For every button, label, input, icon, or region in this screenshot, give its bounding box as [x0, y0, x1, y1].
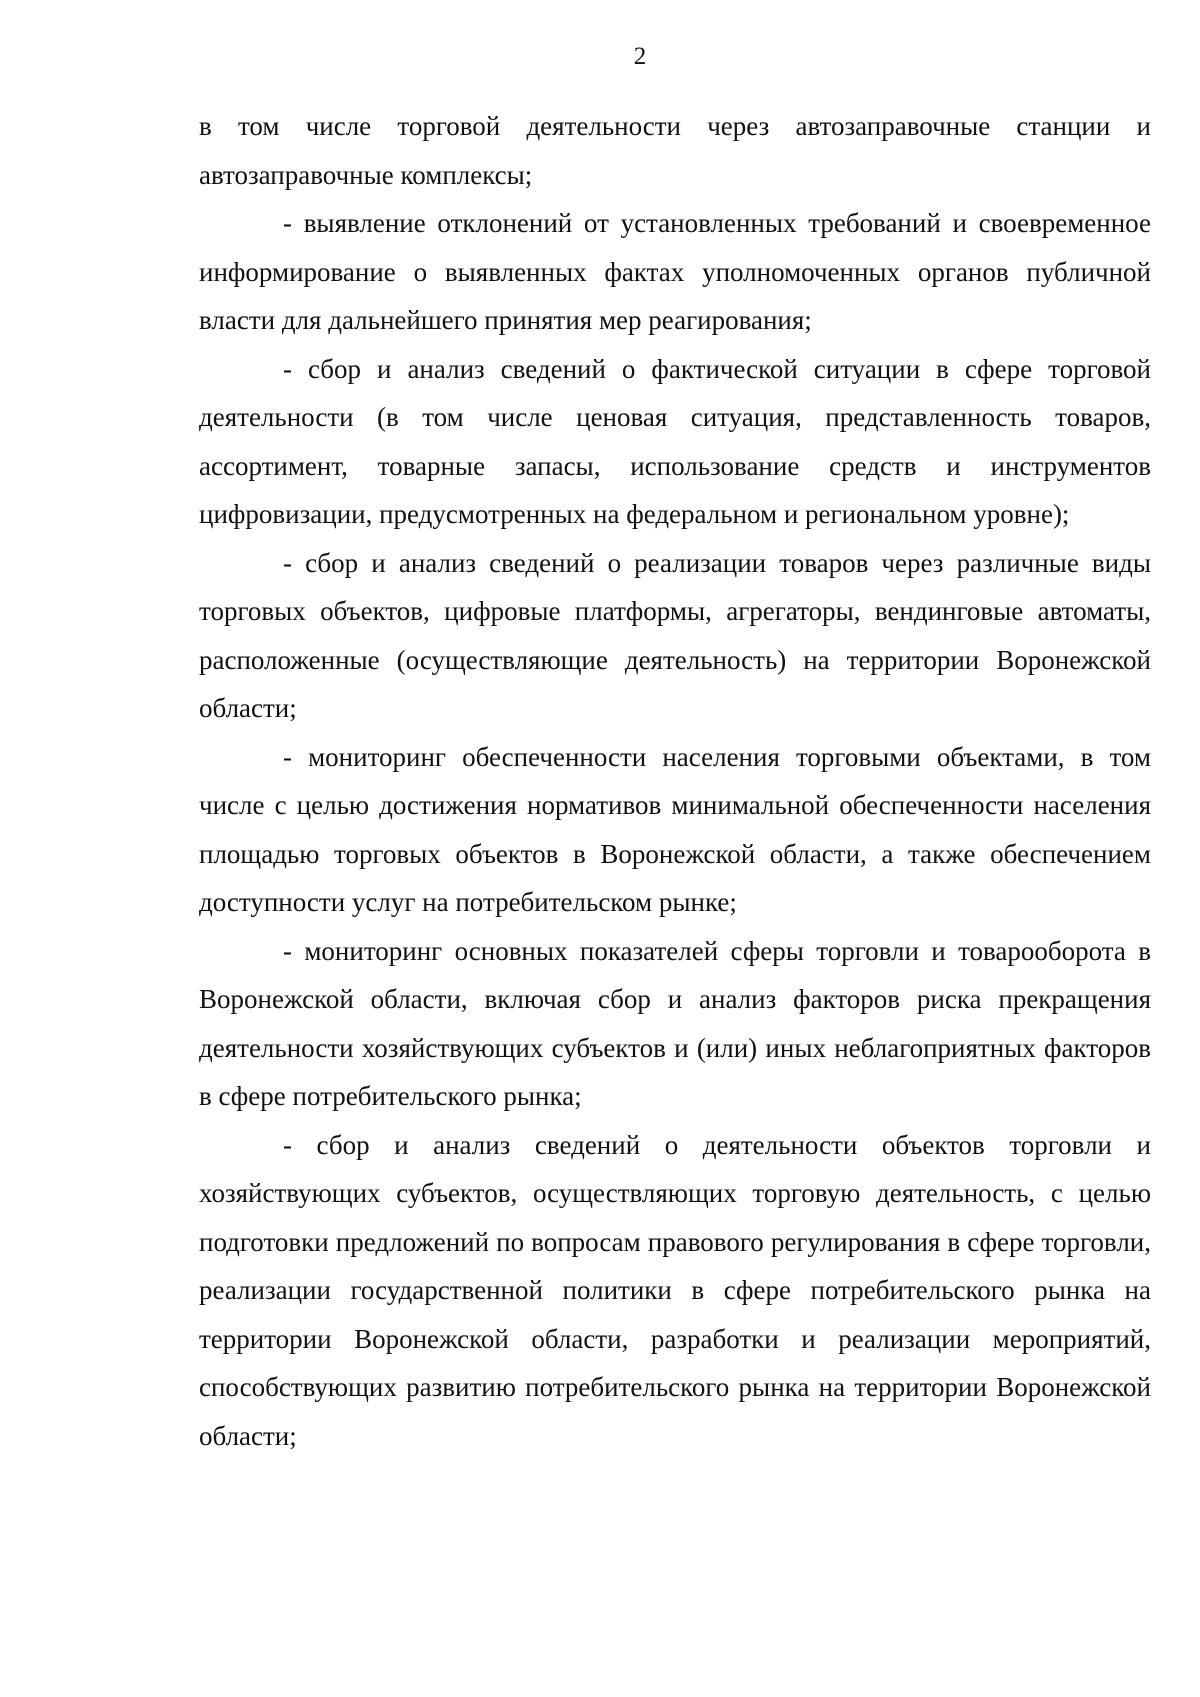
paragraph-deviation-detection: - выявление отклонений от установленных требований и своевременное информирование о выявленных фактах уполномоченных органов публичной власти для дальнейшего принятия мер реагирования;	[199, 208, 1151, 335]
paragraph-key-indicators-monitoring: - мониторинг основных показателей сферы торговли и товарооборота в Воронежской области, включая сбор и анализ факторов риска прекращения деятельности хозяйствующих субъектов и (или) иных неблагоприятных факторов в сфере потребительского рынка;	[199, 935, 1151, 1111]
page-number: 2	[633, 43, 647, 70]
paragraph-population-provision-monitoring: - мониторинг обеспеченности населения торговыми объектами, в том числе с целью достижения нормативов минимальной обеспеченности населения площадью торговых объектов в Воронежской области, а также обеспечением доступности услуг на потребительском рынке;	[199, 741, 1151, 917]
paragraph-sales-channels-analysis: - сбор и анализ сведений о реализации товаров через различные виды торговых объектов, цифровые платформы, агрегаторы, вендинговые автоматы, расположенные (осуществляющие деятельность) на территории Воронежской области;	[199, 547, 1151, 723]
document-body	[199, 102, 1151, 1460]
paragraph-trade-entities-analysis: - сбор и анализ сведений о деятельности объектов торговли и хозяйствующих субъектов, осуществляющих торговую деятельность, с целью подготовки предложений по вопросам правового регулирования в сфере торговли, реализации государственной политики в сфере потребительского рынка на территории Воронежской области, разработки и реализации мероприятий, способствующих развитию потребительского рынка на территории Воронежской области;	[199, 1129, 1151, 1451]
paragraph-trade-situation-analysis: - сбор и анализ сведений о фактической ситуации в сфере торговой деятельности (в том числе ценовая ситуация, представленность товаров, ассортимент, товарные запасы, использование средств и инструментов цифровизации, предусмотренных на федеральном и региональном уровне);	[199, 353, 1151, 529]
paragraph-continuation: в том числе торговой деятельности через автозаправочные станции и автозаправочные комплексы;	[199, 111, 1151, 190]
